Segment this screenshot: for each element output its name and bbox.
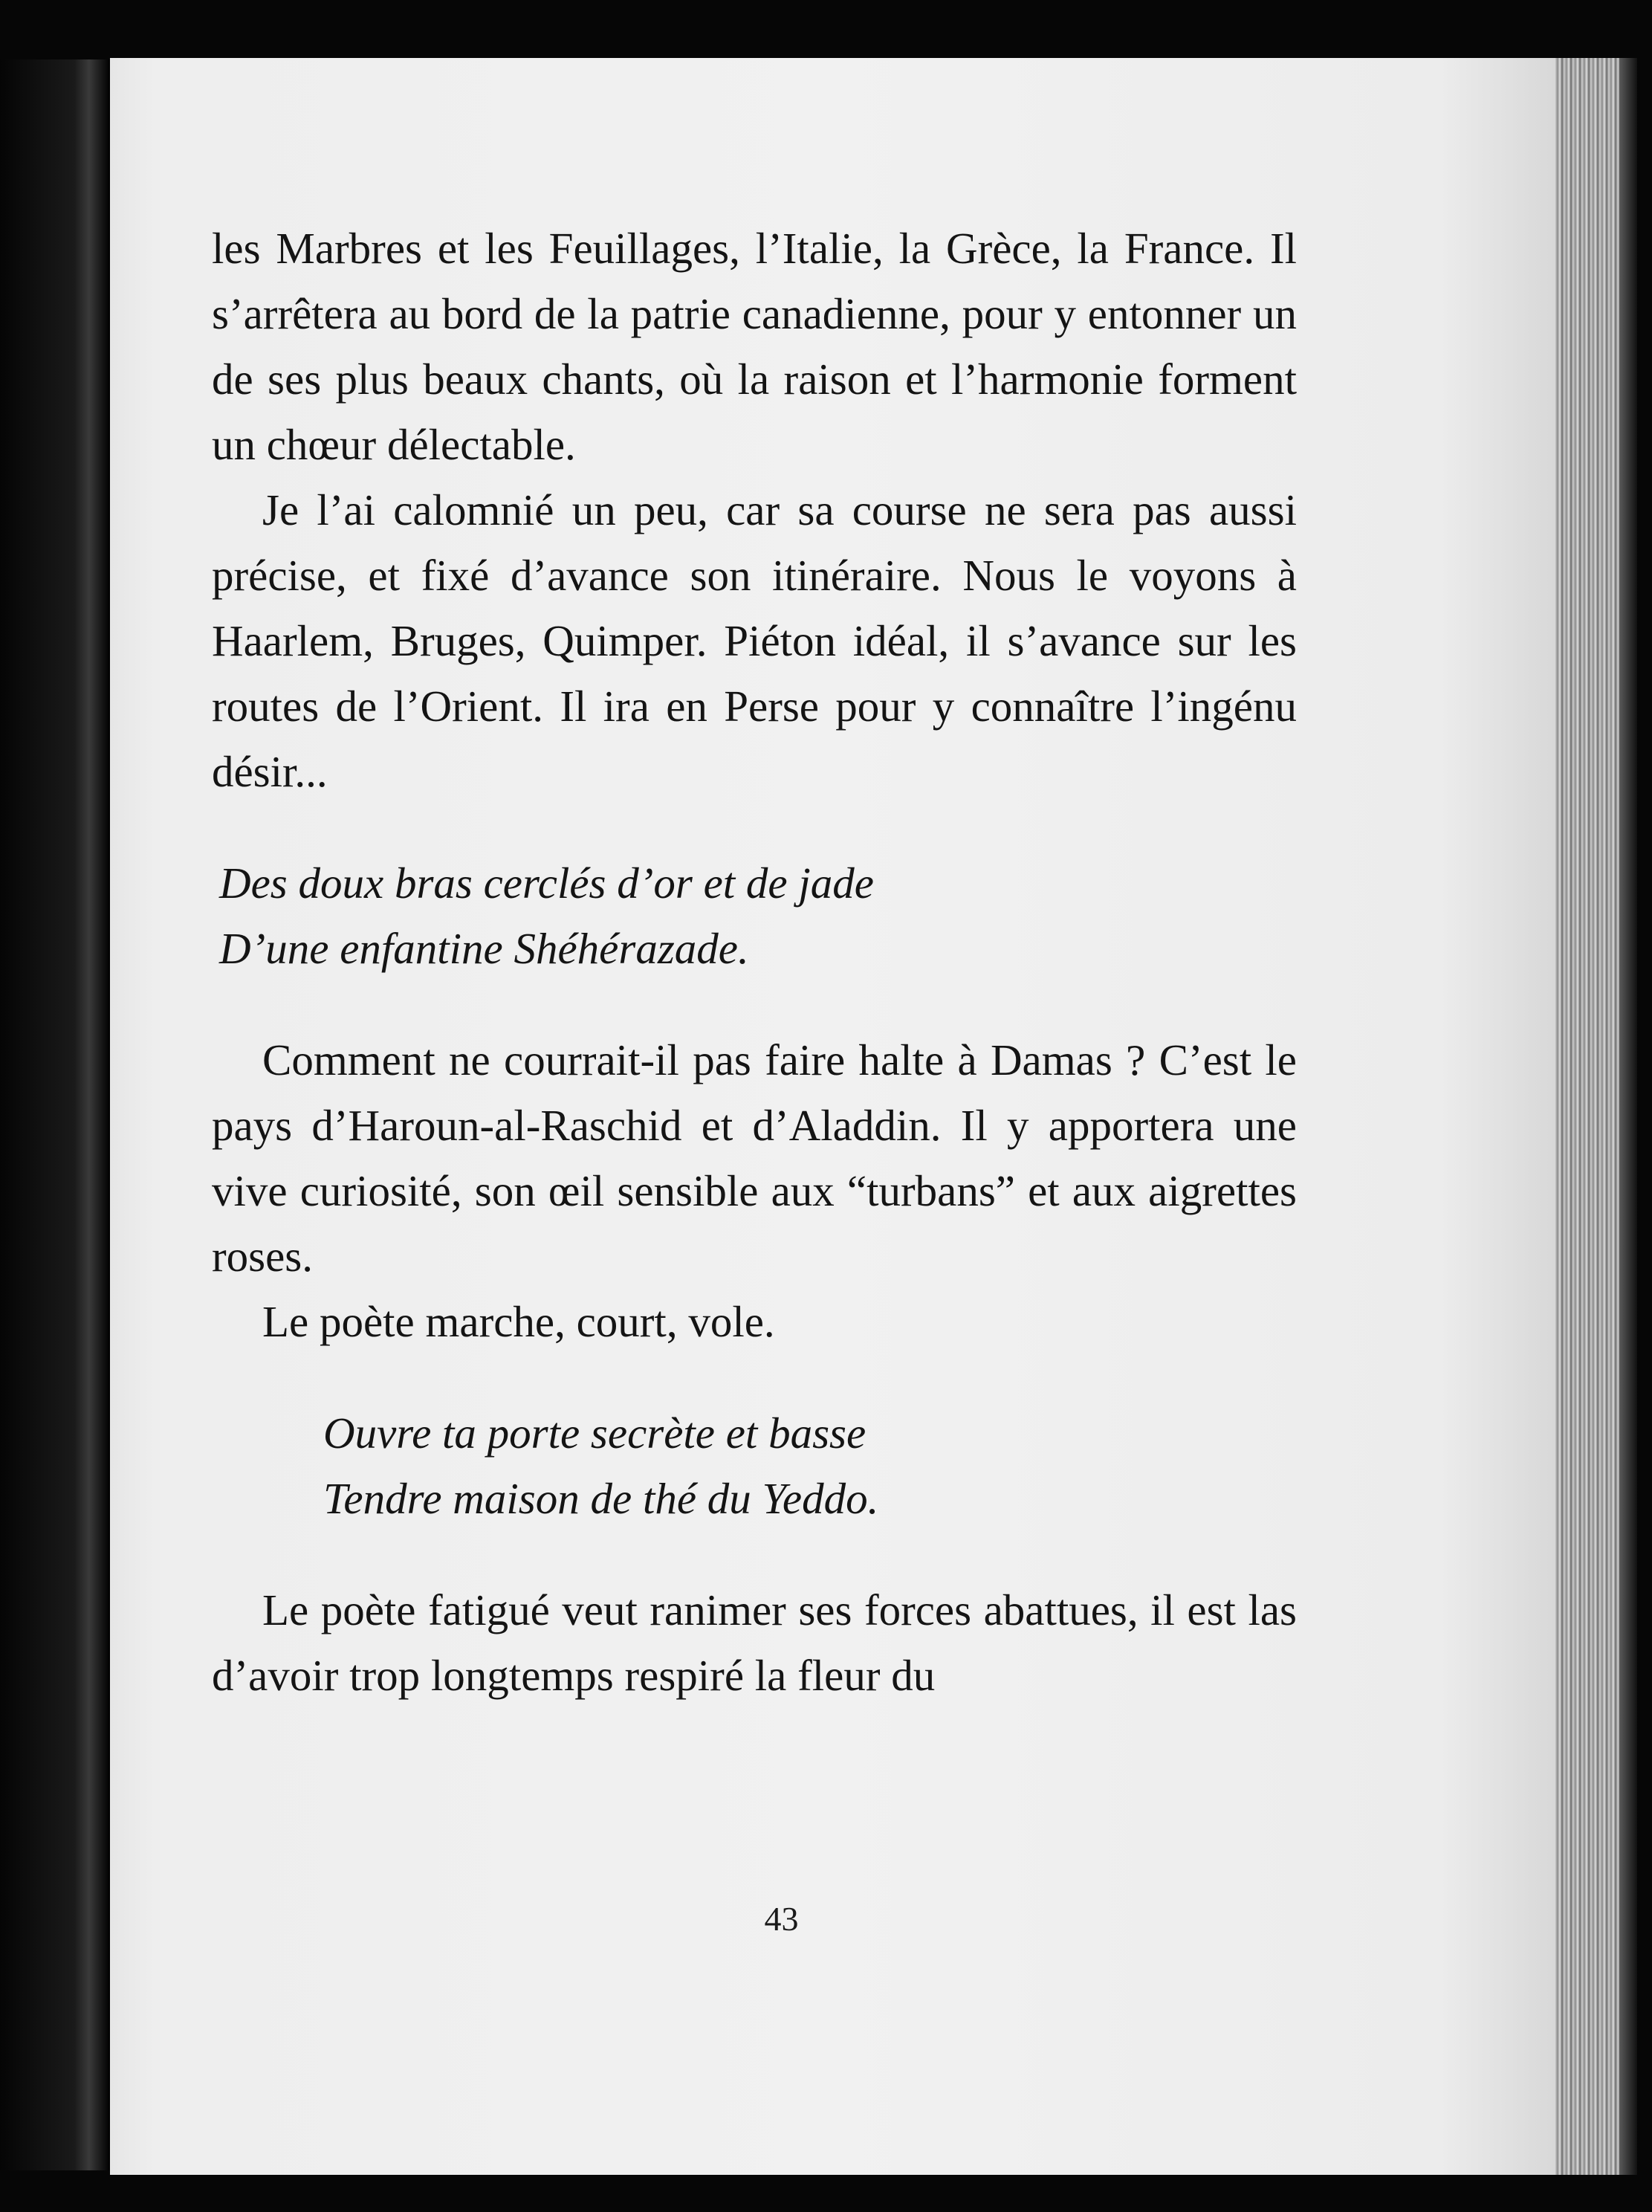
- paragraph-1: les Marbres et les Feuillages, l’Italie, la Grèce, la France. Il s’arrêtera au bord de la patrie canadienne, pour y entonner un de ses plus beaux chants, où la raison et l’harmonie forment un chœur délectable.: [212, 224, 1297, 469]
- page-number: [0, 1899, 1652, 1938]
- binding-edge: [0, 59, 110, 2170]
- verse-line: Tendre maison de thé du Yeddo.: [323, 1474, 879, 1523]
- paragraph-2: Je l’ai calomnié un peu, car sa course ne sera pas aussi précise, et fixé d’avance son itinéraire. Nous le voyons à Haarlem, Bruges, Quimper. Piéton idéal, il s’avance sur les routes de l’Orient. Il ira en Perse pour y connaître l’ingénu désir...: [212, 485, 1297, 796]
- body-text: [212, 216, 1297, 1708]
- paragraph-3: Comment ne courrait-il pas faire halte à Damas ? C’est le pays d’Haroun-al-Raschid et d’Aladdin. Il y apportera une vive curiosité, son œil sensible aux “turbans” et aux aigrettes roses.: [212, 1035, 1297, 1281]
- page-number-text: 43: [764, 1900, 799, 1938]
- verse-block-1: [212, 850, 1297, 981]
- verse-line: Ouvre ta porte secrète et basse: [323, 1409, 867, 1458]
- paragraph-4: Le poète marche, court, vole.: [262, 1297, 775, 1346]
- verse-line: D’une enfantine Shéhérazade.: [219, 924, 749, 973]
- verse-line: Des doux bras cerclés d’or et de jade: [219, 858, 874, 908]
- page-stack-edge: [1555, 58, 1637, 2175]
- verse-block-2: [212, 1400, 1297, 1531]
- paragraph-5: Le poète fatigué veut ranimer ses forces abattues, il est las d’avoir trop longtemps respiré la fleur du: [212, 1585, 1297, 1700]
